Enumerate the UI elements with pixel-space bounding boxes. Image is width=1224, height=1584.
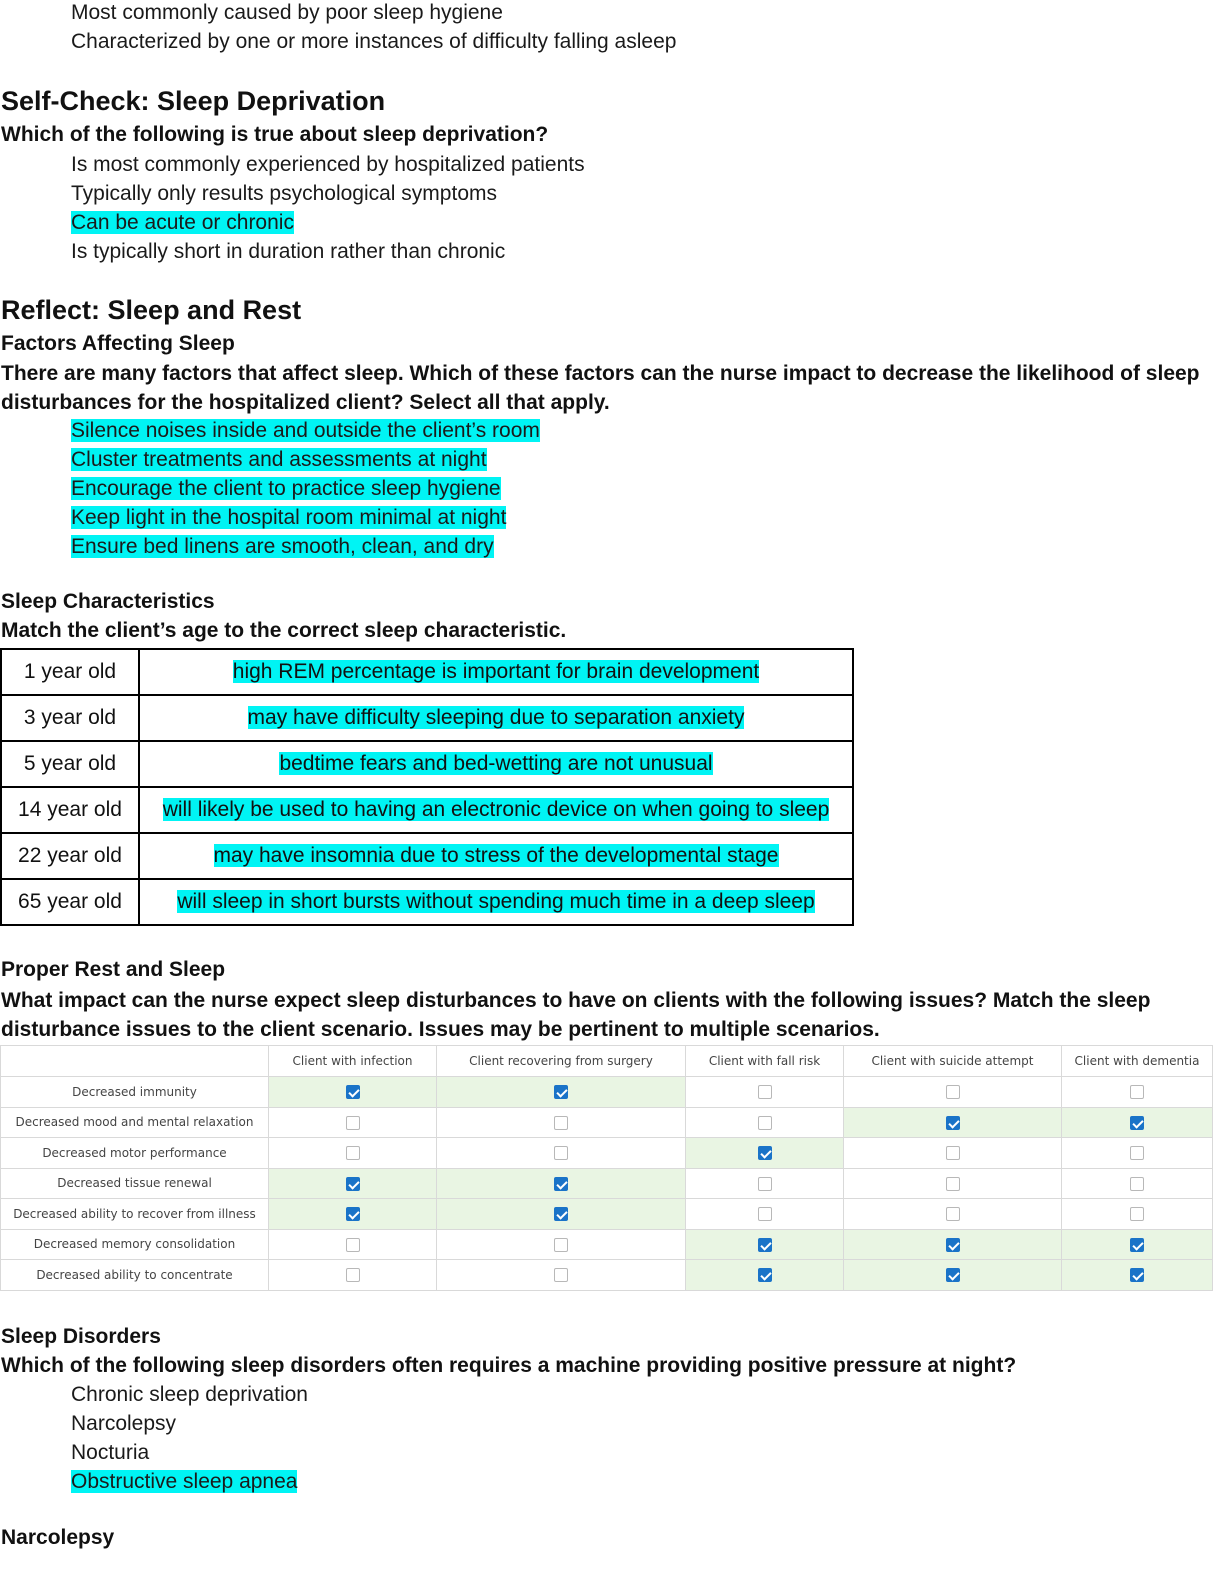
- checkbox-unchecked[interactable]: [554, 1238, 568, 1252]
- option-text: Keep light in the hospital room minimal at night: [71, 506, 507, 529]
- grid-cell: [269, 1077, 437, 1108]
- grid-cell: [437, 1077, 686, 1108]
- answer-option: [71, 447, 487, 473]
- grid-row-label: Decreased mood and mental relaxation: [1, 1107, 269, 1138]
- grid-cell: [437, 1107, 686, 1138]
- grid-cell: [269, 1107, 437, 1138]
- grid-cell: [269, 1199, 437, 1230]
- checkbox-unchecked[interactable]: [758, 1085, 772, 1099]
- checkbox-unchecked[interactable]: [346, 1146, 360, 1160]
- answer-option: [71, 210, 294, 236]
- grid-cell: [844, 1168, 1062, 1199]
- checkbox-unchecked[interactable]: [554, 1268, 568, 1282]
- subsection-heading: Narcolepsy: [1, 1526, 115, 1549]
- checkbox-checked[interactable]: [346, 1207, 360, 1221]
- characteristic-cell: [139, 649, 853, 695]
- checkbox-checked[interactable]: [554, 1085, 568, 1099]
- answer-option: [71, 1382, 308, 1408]
- question-text: Which of the following sleep disorders often requires a machine providing positive pressure at night?: [1, 1354, 1017, 1377]
- grid-cell: [1062, 1229, 1213, 1260]
- grid-cell: [437, 1168, 686, 1199]
- checkbox-grid: [0, 1045, 1213, 1291]
- characteristic-cell: [139, 879, 853, 925]
- characteristic-cell: [139, 741, 853, 787]
- grid-row: [1, 1077, 1213, 1108]
- grid-cell: [844, 1260, 1062, 1291]
- grid-cell: [844, 1138, 1062, 1169]
- checkbox-checked[interactable]: [1130, 1238, 1144, 1252]
- grid-cell: [437, 1199, 686, 1230]
- grid-cell: [844, 1077, 1062, 1108]
- characteristic-text: will likely be used to having an electronic device on when going to sleep: [162, 798, 830, 821]
- table-row: [1, 787, 853, 833]
- grid-cell: [686, 1077, 844, 1108]
- grid-row-label: Decreased immunity: [1, 1077, 269, 1108]
- option-text: Silence noises inside and outside the client’s room: [71, 419, 540, 442]
- characteristic-cell: [139, 695, 853, 741]
- grid-row: [1, 1260, 1213, 1291]
- grid-corner-cell: [1, 1046, 269, 1077]
- option-text: Can be acute or chronic: [71, 211, 294, 234]
- answer-option: [71, 534, 494, 560]
- answer-option: [71, 0, 503, 26]
- checkbox-unchecked[interactable]: [346, 1116, 360, 1130]
- grid-cell: [844, 1199, 1062, 1230]
- checkbox-unchecked[interactable]: [1130, 1207, 1144, 1221]
- grid-cell: [686, 1168, 844, 1199]
- age-cell: 22 year old: [1, 833, 139, 879]
- checkbox-unchecked[interactable]: [946, 1085, 960, 1099]
- grid-cell: [437, 1229, 686, 1260]
- grid-row-label: Decreased motor performance: [1, 1138, 269, 1169]
- option-text: Cluster treatments and assessments at night: [71, 448, 487, 471]
- grid-column-header: Client recovering from surgery: [437, 1046, 686, 1077]
- grid-row: [1, 1107, 1213, 1138]
- grid-row: [1, 1229, 1213, 1260]
- option-text: Typically only results psychological symptoms: [71, 182, 497, 205]
- grid-row-label: Decreased ability to recover from illness: [1, 1199, 269, 1230]
- checkbox-checked[interactable]: [946, 1116, 960, 1130]
- grid-cell: [269, 1260, 437, 1291]
- answer-option: [71, 239, 505, 265]
- checkbox-unchecked[interactable]: [946, 1207, 960, 1221]
- checkbox-unchecked[interactable]: [346, 1268, 360, 1282]
- grid-cell: [686, 1229, 844, 1260]
- grid-cell: [844, 1229, 1062, 1260]
- answer-option: [71, 476, 501, 502]
- characteristic-text: will sleep in short bursts without spending much time in a deep sleep: [177, 890, 815, 913]
- age-cell: 3 year old: [1, 695, 139, 741]
- grid-cell: [686, 1199, 844, 1230]
- option-text: Is most commonly experienced by hospitalized patients: [71, 153, 585, 176]
- section-title: Self-Check: Sleep Deprivation: [1, 86, 386, 116]
- table-row: [1, 649, 853, 695]
- subsection-heading: Proper Rest and Sleep: [1, 958, 226, 981]
- table-row: [1, 879, 853, 925]
- checkbox-unchecked[interactable]: [554, 1146, 568, 1160]
- grid-row-label: Decreased ability to concentrate: [1, 1260, 269, 1291]
- checkbox-unchecked[interactable]: [1130, 1146, 1144, 1160]
- checkbox-checked[interactable]: [1130, 1116, 1144, 1130]
- grid-column-header: Client with dementia: [1062, 1046, 1213, 1077]
- option-text: Is typically short in duration rather than chronic: [71, 240, 506, 263]
- grid-cell: [269, 1168, 437, 1199]
- answer-option: [71, 1440, 149, 1466]
- grid-column-header: Client with suicide attempt: [844, 1046, 1062, 1077]
- table-row: [1, 695, 853, 741]
- grid-cell: [1062, 1168, 1213, 1199]
- answer-option: [71, 181, 497, 207]
- checkbox-checked[interactable]: [346, 1085, 360, 1099]
- answer-option: [71, 152, 585, 178]
- checkbox-checked[interactable]: [758, 1238, 772, 1252]
- section-title: Reflect: Sleep and Rest: [1, 295, 302, 325]
- answer-option: [71, 29, 676, 55]
- characteristic-text: high REM percentage is important for brain development: [232, 660, 760, 683]
- option-text: Most commonly caused by poor sleep hygiene: [71, 1, 503, 24]
- checkbox-unchecked[interactable]: [758, 1207, 772, 1221]
- grid-row-label: Decreased memory consolidation: [1, 1229, 269, 1260]
- grid-cell: [686, 1138, 844, 1169]
- checkbox-checked[interactable]: [554, 1177, 568, 1191]
- grid-row: [1, 1199, 1213, 1230]
- option-text: Chronic sleep deprivation: [71, 1383, 308, 1406]
- option-text: Narcolepsy: [71, 1412, 177, 1435]
- question-text: What impact can the nurse expect sleep disturbances to have on clients with the following issues? Match the sleep disturbance issues to the client scenario. Issues may be pertinent to multiple scenarios.: [1, 989, 1151, 1041]
- question-text: Match the client’s age to the correct sleep characteristic.: [1, 619, 567, 642]
- table-row: [1, 833, 853, 879]
- age-cell: 1 year old: [1, 649, 139, 695]
- option-text: Encourage the client to practice sleep hygiene: [71, 477, 501, 500]
- checkbox-unchecked[interactable]: [1130, 1177, 1144, 1191]
- grid-cell: [844, 1107, 1062, 1138]
- characteristic-text: may have insomnia due to stress of the developmental stage: [213, 844, 779, 867]
- answer-option: [71, 418, 540, 444]
- table-row: [1, 741, 853, 787]
- checkbox-unchecked[interactable]: [346, 1238, 360, 1252]
- age-cell: 14 year old: [1, 787, 139, 833]
- subsection-heading: Sleep Characteristics: [1, 590, 215, 613]
- grid-cell: [269, 1229, 437, 1260]
- grid-row-label: Decreased tissue renewal: [1, 1168, 269, 1199]
- checkbox-unchecked[interactable]: [758, 1116, 772, 1130]
- answer-option: [71, 1411, 176, 1437]
- question-text: There are many factors that affect sleep. Which of these factors can the nurse impact to decrease the likelihood of sleep disturbances for the hospitalized client? Select all that apply.: [1, 362, 1200, 414]
- checkbox-checked[interactable]: [346, 1177, 360, 1191]
- answer-option: [71, 1469, 297, 1495]
- option-text: Obstructive sleep apnea: [71, 1470, 298, 1493]
- characteristic-text: bedtime fears and bed-wetting are not unusual: [279, 752, 713, 775]
- characteristic-text: may have difficulty sleeping due to separation anxiety: [247, 706, 745, 729]
- checkbox-checked[interactable]: [554, 1207, 568, 1221]
- checkbox-unchecked[interactable]: [946, 1177, 960, 1191]
- checkbox-checked[interactable]: [758, 1268, 772, 1282]
- option-text: Nocturia: [71, 1441, 150, 1464]
- age-match-table: [0, 648, 854, 926]
- subsection-heading: Sleep Disorders: [1, 1325, 161, 1348]
- grid-cell: [686, 1260, 844, 1291]
- age-cell: 65 year old: [1, 879, 139, 925]
- grid-cell: [686, 1107, 844, 1138]
- characteristic-cell: [139, 833, 853, 879]
- checkbox-checked[interactable]: [1130, 1268, 1144, 1282]
- checkbox-unchecked[interactable]: [946, 1146, 960, 1160]
- grid-row: [1, 1168, 1213, 1199]
- grid-cell: [1062, 1260, 1213, 1291]
- grid-cell: [1062, 1138, 1213, 1169]
- grid-cell: [1062, 1199, 1213, 1230]
- checkbox-unchecked[interactable]: [554, 1116, 568, 1130]
- checkbox-checked[interactable]: [946, 1238, 960, 1252]
- characteristic-cell: [139, 787, 853, 833]
- grid-cell: [437, 1138, 686, 1169]
- age-cell: 5 year old: [1, 741, 139, 787]
- grid-cell: [1062, 1077, 1213, 1108]
- grid-cell: [1062, 1107, 1213, 1138]
- grid-column-header: Client with fall risk: [686, 1046, 844, 1077]
- checkbox-unchecked[interactable]: [1130, 1085, 1144, 1099]
- grid-column-header: Client with infection: [269, 1046, 437, 1077]
- checkbox-unchecked[interactable]: [758, 1177, 772, 1191]
- question-text: Which of the following is true about sleep deprivation?: [1, 123, 549, 146]
- grid-row: [1, 1138, 1213, 1169]
- option-text: Characterized by one or more instances of difficulty falling asleep: [71, 30, 677, 53]
- grid-cell: [437, 1260, 686, 1291]
- answer-option: [71, 505, 506, 531]
- checkbox-checked[interactable]: [946, 1268, 960, 1282]
- checkbox-checked[interactable]: [758, 1146, 772, 1160]
- subsection-heading: Factors Affecting Sleep: [1, 332, 235, 355]
- option-text: Ensure bed linens are smooth, clean, and dry: [71, 535, 494, 558]
- grid-cell: [269, 1138, 437, 1169]
